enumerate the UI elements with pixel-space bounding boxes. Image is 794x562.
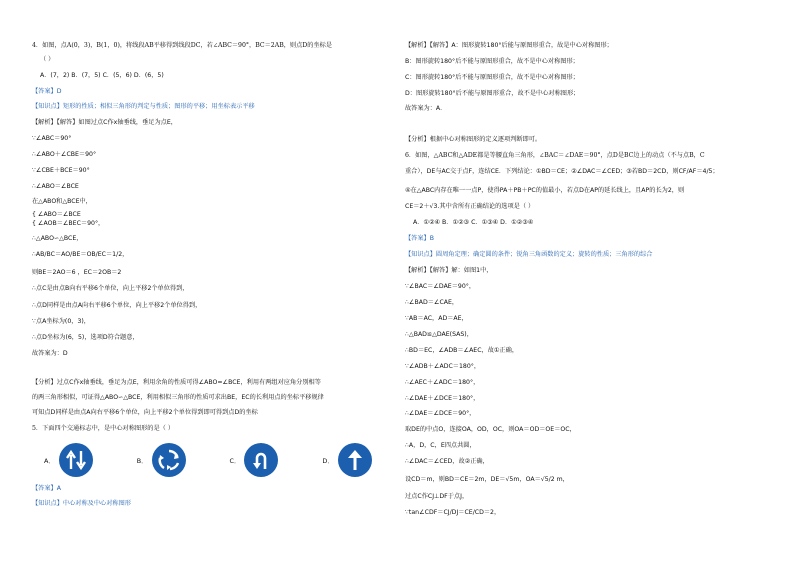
solution-line: ∵∠ABC＝90°	[32, 135, 72, 142]
solution-line: ∴BD＝EC，∠ADB＝∠AEC，故①正确，	[405, 347, 519, 354]
two-way-traffic-sign-icon	[59, 443, 93, 477]
question-4-stem: 4．如图，点A(0，3)，B(1，0)，将线段AB平移得到线段DC，若∠ABC＝90°，BC＝2AB，则点D的坐标是	[32, 42, 333, 49]
option-d-label: D．	[322, 456, 334, 465]
solution-line: ∵∠CBE＋BCE＝90°	[32, 167, 90, 174]
question-6-stem: 重合），DE与AC交于点F，连结CE．下列结论：①BD＝CE；②∠DAC＝∠CED；③若BD＝2CD，则CF/AF＝4/5；	[405, 168, 719, 175]
solution-line: C：图形旋转180°后不能与原图形重合，故不是中心对称图形；	[405, 74, 579, 81]
answer-label: 【答案】A	[32, 485, 61, 492]
solution-line: 故答案为：A．	[405, 105, 447, 112]
question-5-stem: 5．下面四个交通标志中，是中心对称图形的是（ ）	[32, 425, 175, 432]
solution-line: 【解析】【解答】如图过点C作x轴垂线，垂足为点E，	[32, 119, 177, 126]
option-b-label: B．	[136, 456, 148, 465]
question-6-stem: 6．如图，△ABC和△ADE都是等腰直角三角形，∠BAC＝∠DAE＝90°，点D是BC边上的动点（不与点B，C	[405, 152, 705, 159]
solution-line: 过点C作CJ⊥DF于点J，	[405, 493, 469, 500]
solution-line: ∴∠DAE＋∠DCE＝180°，	[405, 395, 480, 402]
solution-line: ∴∠ABO＋∠CBE＝90°	[32, 151, 97, 158]
solution-line: D：图形旋转180°后不能与原图形重合，故不是中心对称图形；	[405, 90, 580, 97]
solution-line: 【解析】【解答】解：如图1中，	[405, 267, 493, 274]
solution-line: 取DE的中点O，连接OA，OD，OC，则OA＝OD＝OE＝OC，	[405, 426, 576, 433]
question-4-options: A．(7，2) B．(7，5) C．(5，6) D．(6，5)	[40, 72, 164, 79]
answer-label: 【答案】D	[32, 88, 62, 95]
solution-line: 设CD＝m，则BD＝CE＝2m，DE＝√5m，OA＝√5/2 m，	[405, 476, 569, 483]
u-turn-sign-icon	[244, 443, 278, 477]
analysis-line: 的两三角形相似，可证得△ABO∽△BCE，利用相似三角形的性质可求出BE，EC的长利用点的坐标平移规律	[32, 394, 324, 401]
knowledge-point: 【知识点】矩形的性质；相似三角形的判定与性质；图形的平移；用坐标表示平移	[32, 103, 255, 110]
option-c-label: C．	[229, 456, 241, 465]
option-a-label: A．	[44, 456, 55, 465]
solution-line: ∴∠DAC＝∠CED，故②正确，	[405, 458, 489, 465]
solution-line: ∴△ABO∽△BCE，	[32, 235, 83, 242]
solution-line: 在△ABO和△BCE中，	[32, 198, 92, 205]
solution-line: ∴点C是由点B向右平移6个单位，向上平移2个单位得到，	[32, 285, 189, 292]
straight-ahead-sign-icon	[338, 443, 372, 477]
solution-line: { ∠AOB＝∠BEC＝90°，	[32, 220, 105, 227]
solution-line: ∵tan∠CDF＝CJ/DJ＝CE/CD＝2，	[405, 509, 501, 516]
analysis-line: 【分析】过点C作x轴垂线，垂足为点E，利用余角的性质可得∠ABO=∠BCE，利用有两组对应角分别相等	[32, 379, 321, 386]
analysis-line: 【分析】根据中心对称图形的定义逐项判断即可。	[405, 136, 542, 143]
solution-line: ∴∠ABO＝∠BCE	[32, 183, 79, 190]
answer-label: 【答案】B	[405, 235, 434, 242]
solution-line: ∴∠AEC＋∠ADC＝180°，	[405, 379, 480, 386]
analysis-line: 可知点D同样是由点A向右平移6个单位，向上平移2个单位得到即可得到点D的坐标	[32, 409, 258, 416]
solution-line: 故答案为：D	[32, 350, 68, 357]
solution-line: ∴点D同样是由点A向右平移6个单位，向上平移2个单位得到，	[32, 302, 202, 309]
question-4-blank: （ ）	[40, 56, 55, 63]
solution-line: ∵点A坐标为(0，3)，	[32, 318, 90, 325]
solution-line: ∴∠DAE＝∠DCE＝90°，	[405, 410, 476, 417]
solution-line: { ∠ABO＝∠BCE	[32, 211, 81, 218]
solution-line: ∴A，D，C，E四点共圆，	[405, 442, 476, 449]
knowledge-point: 【知识点】中心对称及中心对称图形	[32, 500, 131, 507]
knowledge-point: 【知识点】圆周角定理；确定圆的条件；锐角三角函数的定义；旋转的性质；三角形的综合	[405, 251, 653, 258]
solution-line: ∵∠BAC＝∠DAE＝90°，	[405, 283, 476, 290]
solution-line: ∴∠BAD＝∠CAE，	[405, 299, 459, 306]
solution-line: ∴△BAD≌△DAE(SAS)，	[405, 331, 473, 338]
solution-line: 则BE＝2AO＝6 ，EC＝2OB＝2	[32, 269, 122, 276]
solution-line: 【解析】【解答】A：图形旋转180°后能与原图形重合，故是中心对称图形；	[405, 42, 613, 49]
traffic-sign-options	[44, 443, 372, 477]
solution-line: ∴点D坐标为(6，5)，选项D符合题意，	[32, 334, 139, 341]
solution-line: B：图形旋转180°后不能与原图形重合，故不是中心对称图形；	[405, 58, 579, 65]
roundabout-sign-icon	[152, 443, 186, 477]
question-6-stem: CE＝2＋√3.其中含所有正确结论的选项是（ ）	[405, 203, 535, 210]
question-6-options: A．①②④ B．①②③ C．①③④ D．①②③④	[413, 219, 534, 226]
solution-line: ∵∠ADB＋∠ADC＝180°，	[405, 363, 481, 370]
solution-line: ∵AB＝AC，AD＝AE，	[405, 315, 468, 322]
solution-line: ∴AB/BC＝AO/BE＝OB/EC＝1/2，	[32, 251, 129, 258]
question-6-stem: ④在△ABC内存在唯一一点P，使得PA＋PB＋PC的值最小，若点D在AP的延长线上，且AP的长为2，则	[405, 187, 685, 194]
